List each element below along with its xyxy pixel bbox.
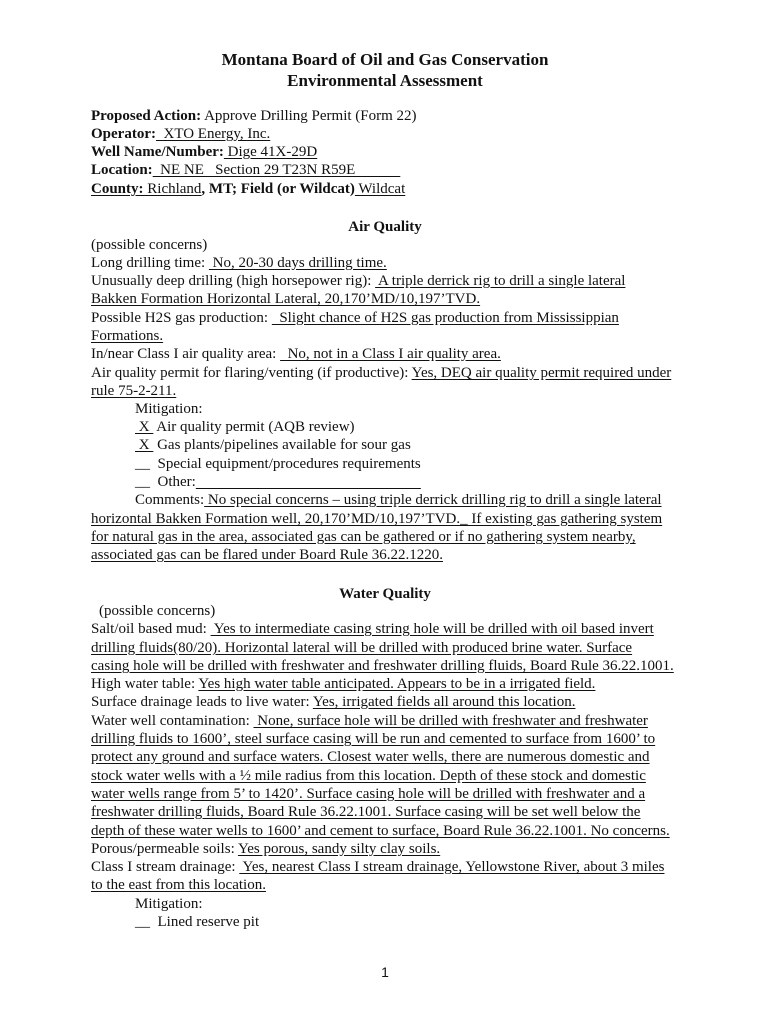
stream-value-2: to the east from this location. [91,877,266,893]
county-value: Richland [143,181,202,197]
air-comments-2: horizontal Bakken Formation well, 20,170’MD/10,197’TVD._ If existing gas gathering system [91,511,663,527]
long-drilling-value: No, 20-30 days drilling time. [208,255,387,271]
deep-drilling-value: A triple derrick rig to drill a single lateral [375,273,626,289]
location-label: Location: [91,162,153,178]
water-table-row [91,675,595,693]
proposed-action-row [91,107,417,125]
well-contamination-1: None, surface hole will be drilled with freshwater and freshwater [253,713,648,729]
air-mitigation-label: Mitigation: [135,401,203,417]
well-contamination-label: Water well contamination: [91,713,254,729]
water-table-value: Yes high water table anticipated. Appears to be in a irrigated field. [198,676,596,692]
other-blank [196,474,421,490]
document-title: Montana Board of Oil and Gas Conservation [221,50,549,69]
air-mitigation-item-2 [135,436,411,454]
page-number: 1 [381,964,389,980]
well-line-3 [91,748,650,766]
well-contamination-6: freshwater drilling fluids, Board Rule 36.22.1001. Surface casing will be set well below the [91,804,641,820]
soils-value: Yes porous, sandy silty clay soils. [237,841,441,857]
water-table-label: High water table: [91,676,199,692]
water-mitigation-text-1: Lined reserve pit [153,914,260,930]
well-line-6 [91,803,640,821]
drainage-value: Yes, irrigated fields all around this location. [312,694,576,710]
class1-air-label: In/near Class I air quality area: [91,346,281,362]
air-comments-line-4 [91,546,443,564]
well-line-2 [91,730,655,748]
operator-row [91,125,270,143]
h2s-cont [91,327,163,345]
water-quality-heading: Water Quality [339,586,431,602]
h2s-value: Slight chance of H2S gas production from Mississippian [271,310,619,326]
well-line-4 [91,767,646,785]
stream-line-2 [91,876,266,894]
well-contamination-5: water wells range from 5’ to 1420’. Surface casing hole will be drilled with freshwater and a [91,786,646,802]
proposed-action-value: Approve Drilling Permit (Form 22) [201,108,417,124]
water-mitigation-item-1 [135,913,259,931]
stream-label: Class I stream drainage: [91,859,240,875]
h2s-value-2: Formations. [91,328,164,344]
air-quality-heading: Air Quality [348,219,422,235]
class1-air-value: No, not in a Class I air quality area. [280,346,501,362]
mud-line-2 [91,639,632,657]
mud-value-3: casing hole will be drilled with freshwater and freshwater drilling fluids, Board Rule 36.22.1001. [91,658,674,674]
operator-value: XTO Energy, Inc. [155,126,271,142]
air-comments-row [135,491,662,509]
air-mitigation-text-2: Gas plants/pipelines available for sour gas [153,437,411,453]
air-permit-value: Yes, DEQ air quality permit required under [411,365,672,381]
air-comments-1: No special concerns – using triple derrick drilling rig to drill a single lateral [204,492,662,508]
well-line-5 [91,785,645,803]
air-comments-label: Comments: [135,492,205,508]
water-possible-concerns: (possible concerns) [99,603,216,619]
air-mitigation-text-4: Other: [153,474,196,490]
document-subtitle: Environmental Assessment [287,71,483,90]
field-label: , MT; Field (or Wildcat) [201,181,355,197]
well-name-label: Well Name/Number: [91,144,224,160]
blank-mark-4: __ [135,474,154,490]
stream-value-1: Yes, nearest Class I stream drainage, Yellowstone River, about 3 miles [239,859,665,875]
county-row [91,180,405,198]
location-value: NE NE Section 29 T23N R59E [152,162,401,178]
air-permit-cont [91,382,176,400]
well-name-row [91,143,317,161]
air-mitigation-text-3: Special equipment/procedures requirements [153,456,421,472]
air-mitigation-text-1: Air quality permit (AQB review) [153,419,355,435]
well-line-7 [91,822,670,840]
field-value: Wildcat [354,181,406,197]
soils-row [91,840,440,858]
mud-value-1: Yes to intermediate casing string hole will be drilled with oil based invert [210,621,654,637]
long-drilling-row [91,254,387,272]
h2s-label: Possible H2S gas production: [91,310,272,326]
air-mitigation-item-1 [135,418,355,436]
operator-label: Operator: [91,126,156,142]
deep-drilling-cont [91,290,480,308]
air-comments-line-3 [91,528,636,546]
h2s-row [91,309,619,327]
soils-label: Porous/permeable soils: [91,841,238,857]
deep-drilling-label: Unusually deep drilling (high horsepower rig): [91,273,376,289]
air-comments-3: for natural gas in the area, associated gas can be gathered or if no gathering system nearby, [91,529,636,545]
drainage-label: Surface drainage leads to live water: [91,694,313,710]
blank-mark-3: __ [135,456,154,472]
air-permit-row [91,364,671,382]
deep-drilling-value-2: Bakken Formation Horizontal Lateral, 20,170’MD/10,197’TVD. [91,291,481,307]
air-mitigation-item-3 [135,455,421,473]
water-mitigation-label: Mitigation: [135,896,203,912]
blank-mark-w1: __ [135,914,154,930]
well-name-value: Dige 41X-29D [223,144,318,160]
air-mitigation-item-4 [135,473,421,491]
air-comments-line-2 [91,510,662,528]
checkmark-1: X [135,419,154,435]
mud-label: Salt/oil based mud: [91,621,211,637]
mud-value-2: drilling fluids(80/20). Horizontal lateral will be drilled with produced brine water. Surface [91,640,633,656]
county-label: County: [91,181,144,197]
location-row [91,161,400,179]
proposed-action-label: Proposed Action: [91,108,202,124]
air-permit-value-2: rule 75-2-211. [91,383,177,399]
well-contamination-7: depth of these water wells to 1600’ and cement to surface, Board Rule 36.22.1001. No concerns. [91,823,670,839]
deep-drilling-row [91,272,625,290]
air-possible-concerns: (possible concerns) [91,237,208,253]
air-permit-label: Air quality permit for flaring/venting (if productive): [91,365,412,381]
drainage-row [91,693,575,711]
well-contamination-row [91,712,648,730]
air-comments-4: associated gas can be flared under Board Rule 36.22.1220. [91,547,443,563]
well-contamination-3: protect any ground and surface waters. Closest water wells, there are numerous domestic and [91,749,650,765]
checkmark-2: X [135,437,154,453]
stream-row [91,858,664,876]
mud-line-3 [91,657,674,675]
class1-air-row [91,345,501,363]
well-contamination-4: stock water wells with a ½ mile radius from this location. Depth of these stock and domestic [91,768,646,784]
long-drilling-label: Long drilling time: [91,255,209,271]
mud-row [91,620,654,638]
well-contamination-2: drilling fluids to 1600’, steel surface casing will be run and cemented to surface from 1600’ to [91,731,656,747]
